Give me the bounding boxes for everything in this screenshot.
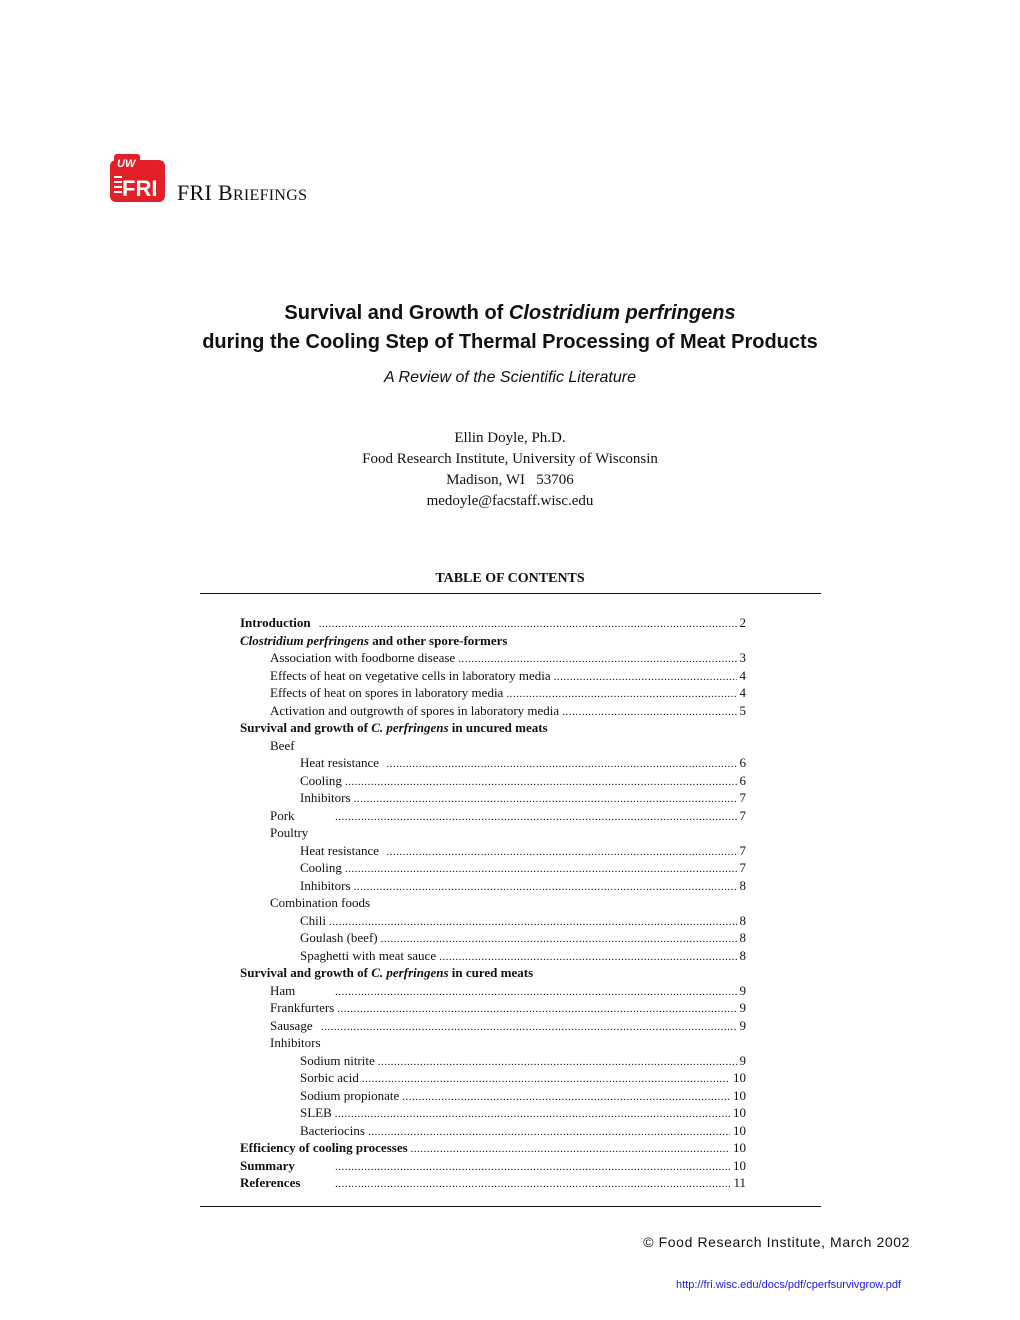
toc-entry-title — [270, 667, 551, 685]
toc-entry — [240, 947, 746, 965]
toc-entry-title — [240, 632, 507, 650]
toc-entry-title — [300, 912, 326, 930]
toc-entry — [240, 1174, 746, 1192]
toc-entry-text: Poultry — [270, 825, 309, 840]
toc-entry-text: Sorbic acid — [300, 1070, 359, 1085]
toc-entry-page-number: 3 — [739, 650, 746, 665]
toc-entry-text: Heat resistance — [300, 842, 380, 858]
toc-entry-text-italic: C. perfringens — [371, 965, 449, 980]
toc-entry-title — [240, 719, 548, 737]
toc-entry-page-number: 9 — [739, 1000, 746, 1015]
copyright-symbol: © — [643, 1234, 655, 1250]
toc-entry-title — [270, 999, 334, 1017]
toc-bottom-rule — [200, 1206, 821, 1207]
toc-entry — [240, 912, 746, 930]
toc-entry-title — [240, 614, 311, 632]
toc-entry — [240, 929, 746, 947]
toc-entry-page-number: 8 — [739, 947, 746, 963]
toc-entry-page-number: 11 — [733, 1175, 746, 1190]
toc-entry-page-number: 9 — [739, 1052, 746, 1068]
toc-entry-text: Combination foods — [270, 895, 371, 910]
toc-entry-text: Inhibitors — [270, 1035, 321, 1050]
toc-entry-title — [300, 1087, 399, 1105]
toc-entry-text-after: in uncured meats — [448, 720, 548, 735]
toc-entry — [240, 1122, 746, 1140]
toc-entry-title — [300, 772, 342, 790]
brand-b: B — [217, 180, 233, 205]
toc-entry-page-number: 5 — [739, 702, 746, 718]
toc-entry-title — [270, 807, 332, 825]
toc-entry-text-before: Survival and growth of — [240, 965, 372, 980]
toc-entry-title — [300, 947, 436, 965]
toc-entry-page-number: 4 — [739, 667, 746, 683]
toc-entry-page-number: 8 — [739, 912, 746, 928]
toc-entry-title — [300, 1069, 359, 1087]
toc-entry-title — [300, 789, 351, 807]
toc-entry-title — [300, 877, 351, 895]
toc-entry-text: Goulash (beef) — [300, 930, 378, 945]
toc-entry-title — [270, 894, 370, 912]
toc-entry — [240, 614, 746, 632]
toc-entry-title — [270, 684, 503, 702]
toc-entry-text: Association with foodborne disease — [270, 650, 456, 665]
toc-entry — [240, 894, 746, 912]
title-line-1 — [0, 302, 1020, 325]
toc-entry-title — [270, 702, 559, 720]
toc-entry — [240, 807, 746, 825]
brand-riefings: RIEFINGS — [232, 187, 308, 204]
copyright-text: Food Research Institute, March 2002 — [654, 1234, 910, 1250]
svg-text:UW: UW — [117, 158, 136, 170]
toc-entry-page-number: 7 — [739, 860, 746, 875]
fri-logo — [110, 154, 165, 202]
title-prefix: Survival and Growth of — [284, 302, 509, 324]
toc-entry-page-number: 10 — [733, 1105, 746, 1120]
toc-entry-title — [270, 737, 295, 755]
toc-entry-title — [300, 754, 379, 772]
toc-entry-title — [300, 929, 378, 947]
title-line-2: during the Cooling Step of Thermal Processing of Meat Products — [202, 331, 818, 353]
toc-entry-text: Heat resistance — [300, 755, 380, 770]
toc-entry-text-before: Survival and growth of — [240, 720, 372, 735]
toc-entry — [240, 1052, 746, 1070]
toc-entry — [240, 667, 746, 685]
toc-entry — [240, 1034, 746, 1052]
subtitle: A Review of the Scientific Literature — [384, 369, 636, 386]
brand-fri: FRI — [177, 180, 213, 205]
svg-text:FRI: FRI — [122, 176, 158, 201]
toc-entry — [240, 859, 746, 877]
toc-entry — [240, 719, 746, 737]
toc-entry-text-after: and other spore-formers — [368, 632, 508, 648]
toc-entry-text: Effects of heat on vegetative cells in laboratory media — [270, 667, 551, 683]
toc-entry-title — [240, 1139, 408, 1157]
title-organism: Clostridium perfringens — [508, 302, 736, 324]
toc-entry — [240, 1087, 746, 1105]
toc-entry-text: Beef — [270, 737, 295, 753]
toc-entry-leader-dots — [335, 1176, 730, 1194]
toc-entry — [240, 1139, 746, 1157]
toc-entry-text: Pork — [270, 807, 295, 823]
toc-entry-title — [270, 1017, 313, 1035]
toc-entry-title — [240, 1157, 332, 1175]
toc-entry-page-number: 6 — [739, 772, 746, 788]
toc-entry-text: Sodium nitrite — [300, 1052, 375, 1068]
toc-entry-page-number: 10 — [733, 1140, 746, 1155]
toc-entry-page-number: 8 — [739, 930, 746, 945]
toc-entry-text-italic: Clostridium perfringens — [240, 632, 369, 648]
toc-entry-page-number: 6 — [739, 755, 746, 770]
toc-top-rule — [200, 593, 821, 594]
brand-name — [177, 180, 307, 206]
table-of-contents — [240, 614, 746, 1192]
toc-entry-page-number: 2 — [739, 615, 746, 630]
toc-entry-page-number: 10 — [733, 1157, 746, 1173]
toc-entry — [240, 1017, 746, 1035]
toc-entry-title — [300, 1052, 375, 1070]
toc-entry — [240, 824, 746, 842]
toc-entry-text: Effects of heat on spores in laboratory media — [270, 685, 504, 700]
author-email: medoyle@facstaff.wisc.edu — [426, 493, 594, 509]
toc-entry — [240, 702, 746, 720]
toc-entry-text: Sodium propionate — [300, 1087, 400, 1103]
toc-entry-page-number: 10 — [733, 1122, 746, 1138]
toc-entry — [240, 1104, 746, 1122]
toc-entry-title — [270, 982, 332, 1000]
toc-entry-page-number: 10 — [733, 1070, 746, 1085]
toc-entry-text: Efficiency of cooling processes — [240, 1140, 408, 1155]
toc-entry-title — [300, 1122, 365, 1140]
author-address: Madison, WI 53706 — [446, 472, 574, 488]
toc-entry — [240, 964, 746, 982]
toc-entry-page-number: 9 — [739, 1017, 746, 1033]
toc-entry-text: Cooling — [300, 860, 342, 875]
toc-entry-title — [270, 1034, 321, 1052]
toc-entry-text-italic: C. perfringens — [371, 720, 449, 735]
author-affiliation: Food Research Institute, University of Wisconsin — [362, 451, 658, 467]
toc-entry-text: Frankfurters — [270, 1000, 335, 1015]
toc-entry-text: Introduction — [240, 615, 311, 630]
toc-entry-text: Ham — [270, 982, 296, 998]
toc-entry — [240, 737, 746, 755]
copyright-notice — [643, 1234, 910, 1250]
toc-entry — [240, 999, 746, 1017]
toc-entry — [240, 982, 746, 1000]
toc-entry-text-after: in cured meats — [448, 965, 534, 980]
toc-entry — [240, 632, 746, 650]
toc-entry-text: Inhibitors — [300, 877, 351, 893]
toc-entry-page-number: 7 — [739, 807, 746, 823]
toc-entry-text: SLEB — [300, 1105, 332, 1120]
toc-heading: TABLE OF CONTENTS — [435, 571, 585, 586]
toc-entry-text: Chili — [300, 912, 327, 928]
toc-entry-title — [270, 824, 308, 842]
toc-entry — [240, 754, 746, 772]
author-name: Ellin Doyle, Ph.D. — [454, 430, 566, 446]
toc-entry — [240, 842, 746, 860]
toc-entry-text: Activation and outgrowth of spores in laboratory media — [270, 702, 560, 718]
toc-entry-text: Summary — [240, 1157, 295, 1173]
toc-entry-text: Spaghetti with meat sauce — [300, 947, 437, 963]
toc-entry — [240, 1069, 746, 1087]
toc-entry — [240, 684, 746, 702]
toc-entry-title — [270, 649, 455, 667]
author-block — [0, 428, 1020, 512]
toc-entry — [240, 877, 746, 895]
toc-entry-title — [300, 859, 342, 877]
toc-entry-text: Sausage — [270, 1017, 313, 1033]
toc-entry-text: Inhibitors — [300, 790, 351, 805]
toc-entry-title — [300, 842, 379, 860]
toc-entry — [240, 789, 746, 807]
toc-entry-page-number: 7 — [739, 790, 746, 805]
toc-entry — [240, 649, 746, 667]
toc-entry — [240, 1157, 746, 1175]
document-url-link[interactable]: http://fri.wisc.edu/docs/pdf/cperfsurvivgrow.pdf — [676, 1279, 901, 1291]
toc-entry-page-number: 9 — [739, 982, 746, 998]
toc-entry-page-number: 7 — [739, 842, 746, 858]
toc-entry-text: Cooling — [300, 772, 342, 788]
fri-logo-mark — [110, 154, 165, 202]
toc-entry-page-number: 8 — [739, 877, 746, 893]
toc-entry-title — [240, 1174, 332, 1192]
toc-entry-title — [300, 1104, 332, 1122]
toc-entry-text: Bacteriocins — [300, 1122, 365, 1138]
toc-entry — [240, 772, 746, 790]
toc-entry-page-number: 10 — [733, 1087, 746, 1103]
toc-entry-text: References — [240, 1175, 301, 1190]
toc-entry-page-number: 4 — [739, 685, 746, 700]
toc-entry-title — [240, 964, 533, 982]
